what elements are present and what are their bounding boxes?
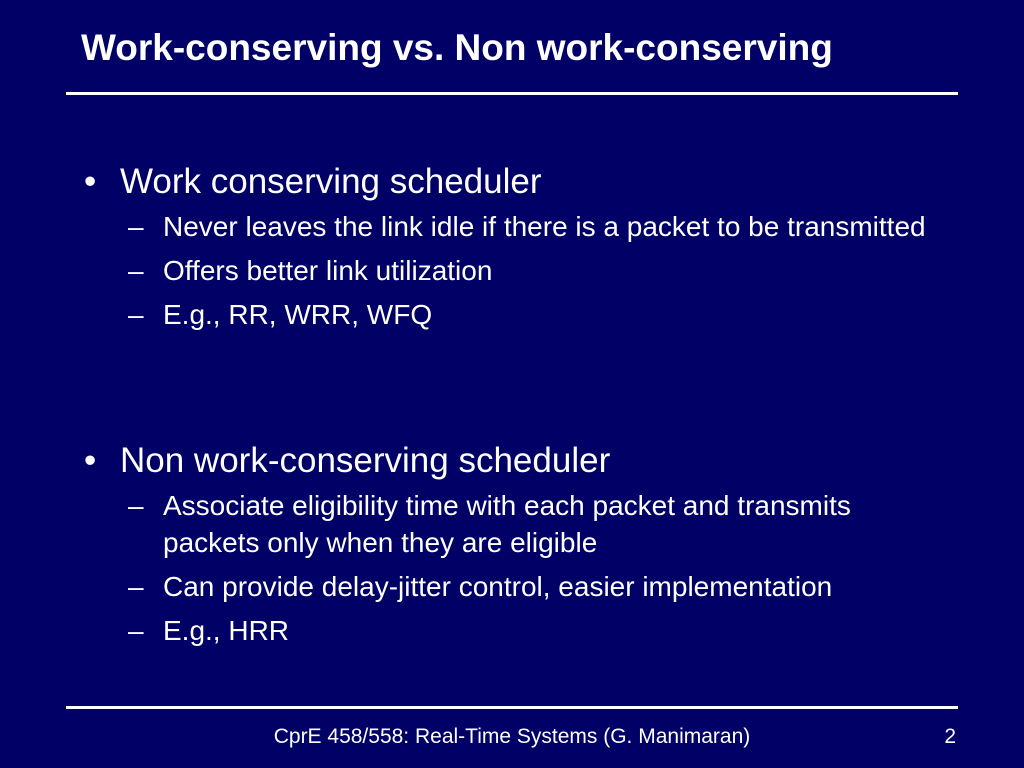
bullet-label: Work conserving scheduler xyxy=(120,162,542,201)
sub-bullet-text: Associate eligibility time with each packet and transmits packets only when they are eligible xyxy=(163,490,851,558)
sub-bullet-marker: – xyxy=(128,571,144,602)
page-number: 2 xyxy=(944,725,956,748)
footer-divider xyxy=(66,706,958,709)
sub-bullet xyxy=(84,612,953,649)
bullet-marker: • xyxy=(84,162,97,201)
sub-bullet xyxy=(84,252,953,289)
sub-bullet-marker: – xyxy=(128,211,144,242)
sub-bullet-list xyxy=(84,208,964,333)
sub-bullet xyxy=(84,487,953,561)
bullet-marker: • xyxy=(84,441,97,480)
sub-bullet xyxy=(84,568,953,605)
bullet-work-conserving xyxy=(84,162,964,340)
sub-bullet-marker: – xyxy=(128,615,144,646)
slide-footer: CprE 458/558: Real-Time Systems (G. Manimaran) xyxy=(273,725,751,748)
sub-bullet-text: E.g., HRR xyxy=(163,615,290,646)
sub-bullet xyxy=(84,208,953,245)
sub-bullet-text: Can provide delay-jitter control, easier implementation xyxy=(163,571,833,602)
bullet-text xyxy=(84,441,964,481)
bullet-label: Non work-conserving scheduler xyxy=(120,441,611,480)
sub-bullet xyxy=(84,296,953,333)
bullet-non-work-conserving xyxy=(84,441,964,656)
bullet-text xyxy=(84,162,964,202)
sub-bullet-text: Offers better link utilization xyxy=(163,255,493,286)
title-divider xyxy=(66,92,958,95)
sub-bullet-text: Never leaves the link idle if there is a packet to be transmitted xyxy=(163,211,926,242)
sub-bullet-text: E.g., RR, WRR, WFQ xyxy=(163,299,433,330)
sub-bullet-list xyxy=(84,487,964,649)
slide-title: Work-conserving vs. Non work-conserving xyxy=(81,27,833,68)
sub-bullet-marker: – xyxy=(128,299,144,330)
sub-bullet-marker: – xyxy=(128,255,144,286)
sub-bullet-marker: – xyxy=(128,490,144,521)
